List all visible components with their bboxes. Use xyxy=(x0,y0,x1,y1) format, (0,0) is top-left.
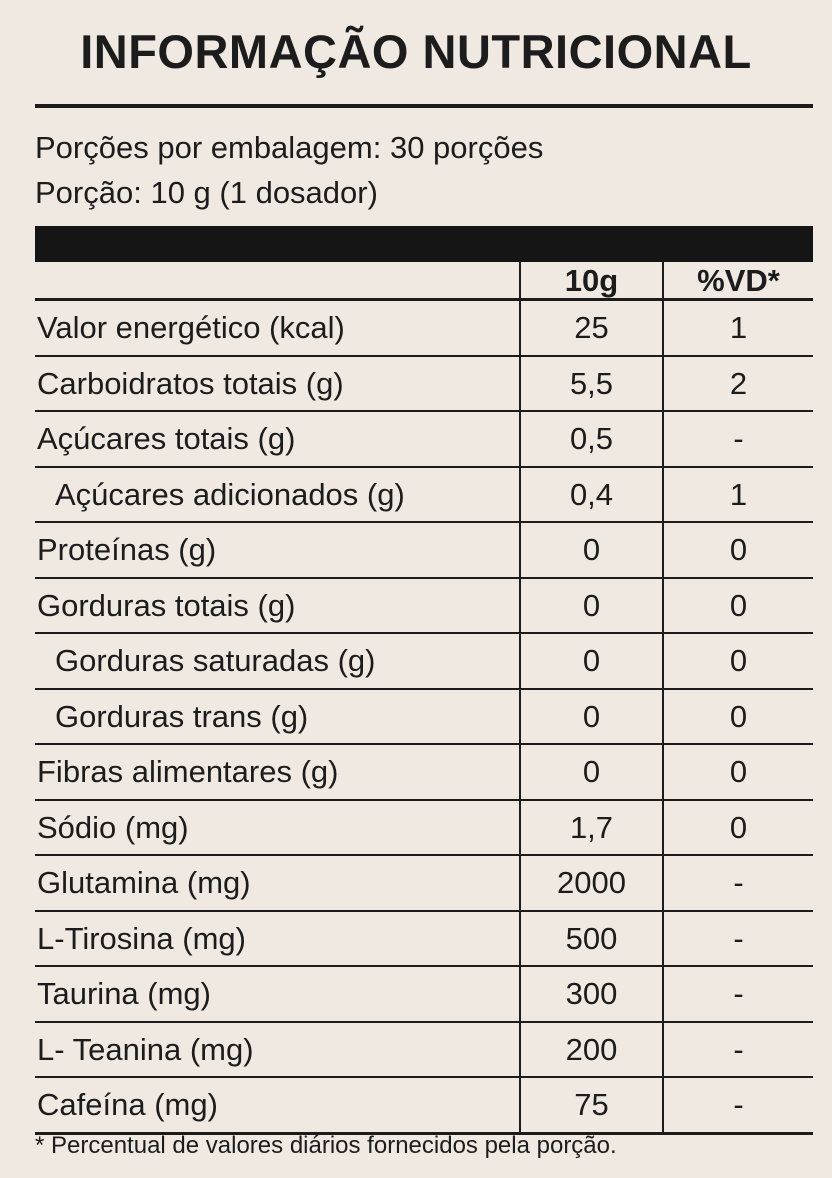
table-row xyxy=(35,578,813,634)
nutrient-name: Taurina (mg) xyxy=(35,966,520,1022)
table-row xyxy=(35,744,813,800)
nutrient-daily-value: 0 xyxy=(663,744,813,800)
serving-size: Porção: 10 g (1 dosador) xyxy=(35,175,378,210)
header-amount: 10g xyxy=(520,262,663,300)
nutrient-name: Carboidratos totais (g) xyxy=(35,356,520,412)
nutrient-name: Cafeína (mg) xyxy=(35,1077,520,1133)
nutrition-table xyxy=(35,262,813,1135)
nutrient-name: Gorduras saturadas (g) xyxy=(35,633,520,689)
table-row xyxy=(35,522,813,578)
nutrient-name: Proteínas (g) xyxy=(35,522,520,578)
nutrient-daily-value: 0 xyxy=(663,522,813,578)
nutrient-amount: 2000 xyxy=(520,855,663,911)
nutrient-amount: 0 xyxy=(520,689,663,745)
header-daily-value: %VD* xyxy=(663,262,813,300)
nutrient-daily-value: - xyxy=(663,411,813,467)
nutrient-daily-value: - xyxy=(663,1077,813,1133)
nutrient-daily-value: 0 xyxy=(663,633,813,689)
nutrient-amount: 0 xyxy=(520,633,663,689)
nutrient-daily-value: - xyxy=(663,966,813,1022)
nutrient-name: Açúcares totais (g) xyxy=(35,411,520,467)
title-divider xyxy=(35,104,813,108)
label-title: INFORMAÇÃO NUTRICIONAL xyxy=(80,25,752,78)
nutrient-name: Gorduras trans (g) xyxy=(35,689,520,745)
nutrient-daily-value: 0 xyxy=(663,800,813,856)
table-row xyxy=(35,356,813,412)
table-row xyxy=(35,911,813,967)
nutrient-amount: 200 xyxy=(520,1022,663,1078)
nutrient-amount: 0,4 xyxy=(520,467,663,523)
table-header-row xyxy=(35,262,813,300)
nutrient-amount: 0 xyxy=(520,578,663,634)
table-row xyxy=(35,800,813,856)
nutrient-daily-value: 0 xyxy=(663,689,813,745)
nutrient-amount: 0 xyxy=(520,522,663,578)
nutrient-amount: 5,5 xyxy=(520,356,663,412)
nutrient-name: Glutamina (mg) xyxy=(35,855,520,911)
nutrient-daily-value: - xyxy=(663,855,813,911)
nutrient-name: Valor energético (kcal) xyxy=(35,300,520,356)
footnote: * Percentual de valores diários fornecidos pela porção. xyxy=(35,1132,617,1159)
nutrient-name: L- Teanina (mg) xyxy=(35,1022,520,1078)
table-row xyxy=(35,855,813,911)
table-row xyxy=(35,467,813,523)
nutrient-daily-value: - xyxy=(663,911,813,967)
nutrient-name: Gorduras totais (g) xyxy=(35,578,520,634)
nutrient-amount: 300 xyxy=(520,966,663,1022)
nutrient-daily-value: 1 xyxy=(663,467,813,523)
nutrient-daily-value: 1 xyxy=(663,300,813,356)
nutrient-name: Açúcares adicionados (g) xyxy=(35,467,520,523)
servings-per-package: Porções por embalagem: 30 porções xyxy=(35,130,544,165)
nutrient-amount: 1,7 xyxy=(520,800,663,856)
table-row xyxy=(35,300,813,356)
table-row xyxy=(35,966,813,1022)
header-name-cell xyxy=(35,262,520,300)
nutrient-daily-value: 0 xyxy=(663,578,813,634)
nutrient-daily-value: - xyxy=(663,1022,813,1078)
table-row xyxy=(35,1077,813,1133)
table-row xyxy=(35,1022,813,1078)
nutrient-name: L-Tirosina (mg) xyxy=(35,911,520,967)
nutrient-amount: 25 xyxy=(520,300,663,356)
nutrient-daily-value: 2 xyxy=(663,356,813,412)
nutrient-amount: 75 xyxy=(520,1077,663,1133)
nutrient-name: Sódio (mg) xyxy=(35,800,520,856)
table-row xyxy=(35,411,813,467)
header-bar xyxy=(35,226,813,262)
nutrient-amount: 0,5 xyxy=(520,411,663,467)
nutrient-name: Fibras alimentares (g) xyxy=(35,744,520,800)
table-row xyxy=(35,689,813,745)
table-row xyxy=(35,633,813,689)
nutrient-amount: 500 xyxy=(520,911,663,967)
nutrient-amount: 0 xyxy=(520,744,663,800)
